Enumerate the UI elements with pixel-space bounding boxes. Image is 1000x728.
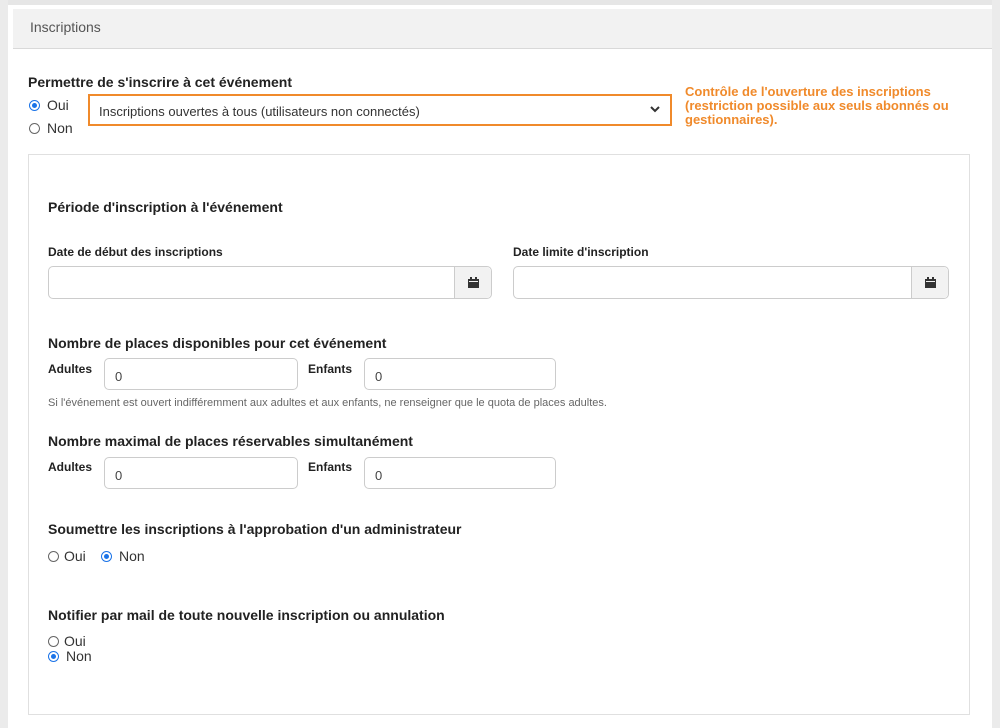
max-enfants-input[interactable] bbox=[364, 457, 556, 489]
allow-non-radio[interactable] bbox=[29, 123, 40, 134]
max-enfants-value: 0 bbox=[375, 468, 383, 483]
chevron-down-icon bbox=[650, 104, 660, 114]
approbation-non-radio[interactable] bbox=[101, 551, 112, 562]
start-date-field[interactable] bbox=[48, 266, 492, 299]
form-frame bbox=[8, 0, 992, 728]
max-adultes-input[interactable] bbox=[104, 457, 298, 489]
allow-label: Permettre de s'inscrire à cet événement bbox=[28, 74, 293, 90]
periode-title: Période d'inscription à l'événement bbox=[48, 199, 283, 215]
start-date-label: Date de début des inscriptions bbox=[48, 245, 223, 259]
places-adultes-label: Adultes bbox=[48, 362, 93, 376]
max-adultes-value: 0 bbox=[115, 468, 123, 483]
notifier-oui-radio[interactable] bbox=[48, 636, 59, 647]
end-date-calendar-button[interactable] bbox=[911, 267, 948, 298]
places-title: Nombre de places disponibles pour cet événement bbox=[48, 335, 387, 351]
notifier-non-radio[interactable] bbox=[48, 651, 59, 662]
notifier-non-label: Non bbox=[66, 648, 92, 664]
calendar-icon bbox=[468, 277, 479, 288]
allow-oui-radio[interactable] bbox=[29, 100, 40, 111]
places-adultes-input[interactable] bbox=[104, 358, 298, 390]
places-enfants-input[interactable] bbox=[364, 358, 556, 390]
panel-header bbox=[13, 9, 992, 49]
approbation-oui-label: Oui bbox=[64, 548, 86, 564]
calendar-icon bbox=[925, 277, 936, 288]
allow-select-value: Inscriptions ouvertes à tous (utilisateurs non connectés) bbox=[99, 104, 420, 119]
places-enfants-label: Enfants bbox=[308, 362, 353, 376]
end-date-label: Date limite d'inscription bbox=[513, 245, 649, 259]
allow-oui-label: Oui bbox=[47, 97, 69, 113]
start-date-calendar-button[interactable] bbox=[454, 267, 491, 298]
max-places-title: Nombre maximal de places réservables simultanément bbox=[48, 433, 413, 449]
approbation-title: Soumettre les inscriptions à l'approbation d'un administrateur bbox=[48, 521, 462, 537]
top-divider bbox=[8, 0, 992, 5]
note-text: Contrôle de l'ouverture des inscriptions (restriction possible aux seuls abonnés ou gestionnaires). bbox=[685, 84, 949, 127]
approbation-non-label: Non bbox=[119, 548, 145, 564]
max-adultes-label: Adultes bbox=[48, 460, 93, 474]
allow-non-label: Non bbox=[47, 120, 73, 136]
notifier-oui-label: Oui bbox=[64, 633, 86, 649]
panel-title: Inscriptions bbox=[30, 19, 101, 35]
max-enfants-label: Enfants bbox=[308, 460, 353, 474]
places-help-text: Si l'événement est ouvert indifféremment aux adultes et aux enfants, ne renseigner que le quota de places adultes. bbox=[48, 397, 607, 409]
allow-select[interactable] bbox=[88, 94, 672, 126]
places-adultes-value: 0 bbox=[115, 369, 123, 384]
approbation-oui-radio[interactable] bbox=[48, 551, 59, 562]
places-enfants-value: 0 bbox=[375, 369, 383, 384]
end-date-field[interactable] bbox=[513, 266, 949, 299]
notifier-title: Notifier par mail de toute nouvelle inscription ou annulation bbox=[48, 607, 445, 623]
